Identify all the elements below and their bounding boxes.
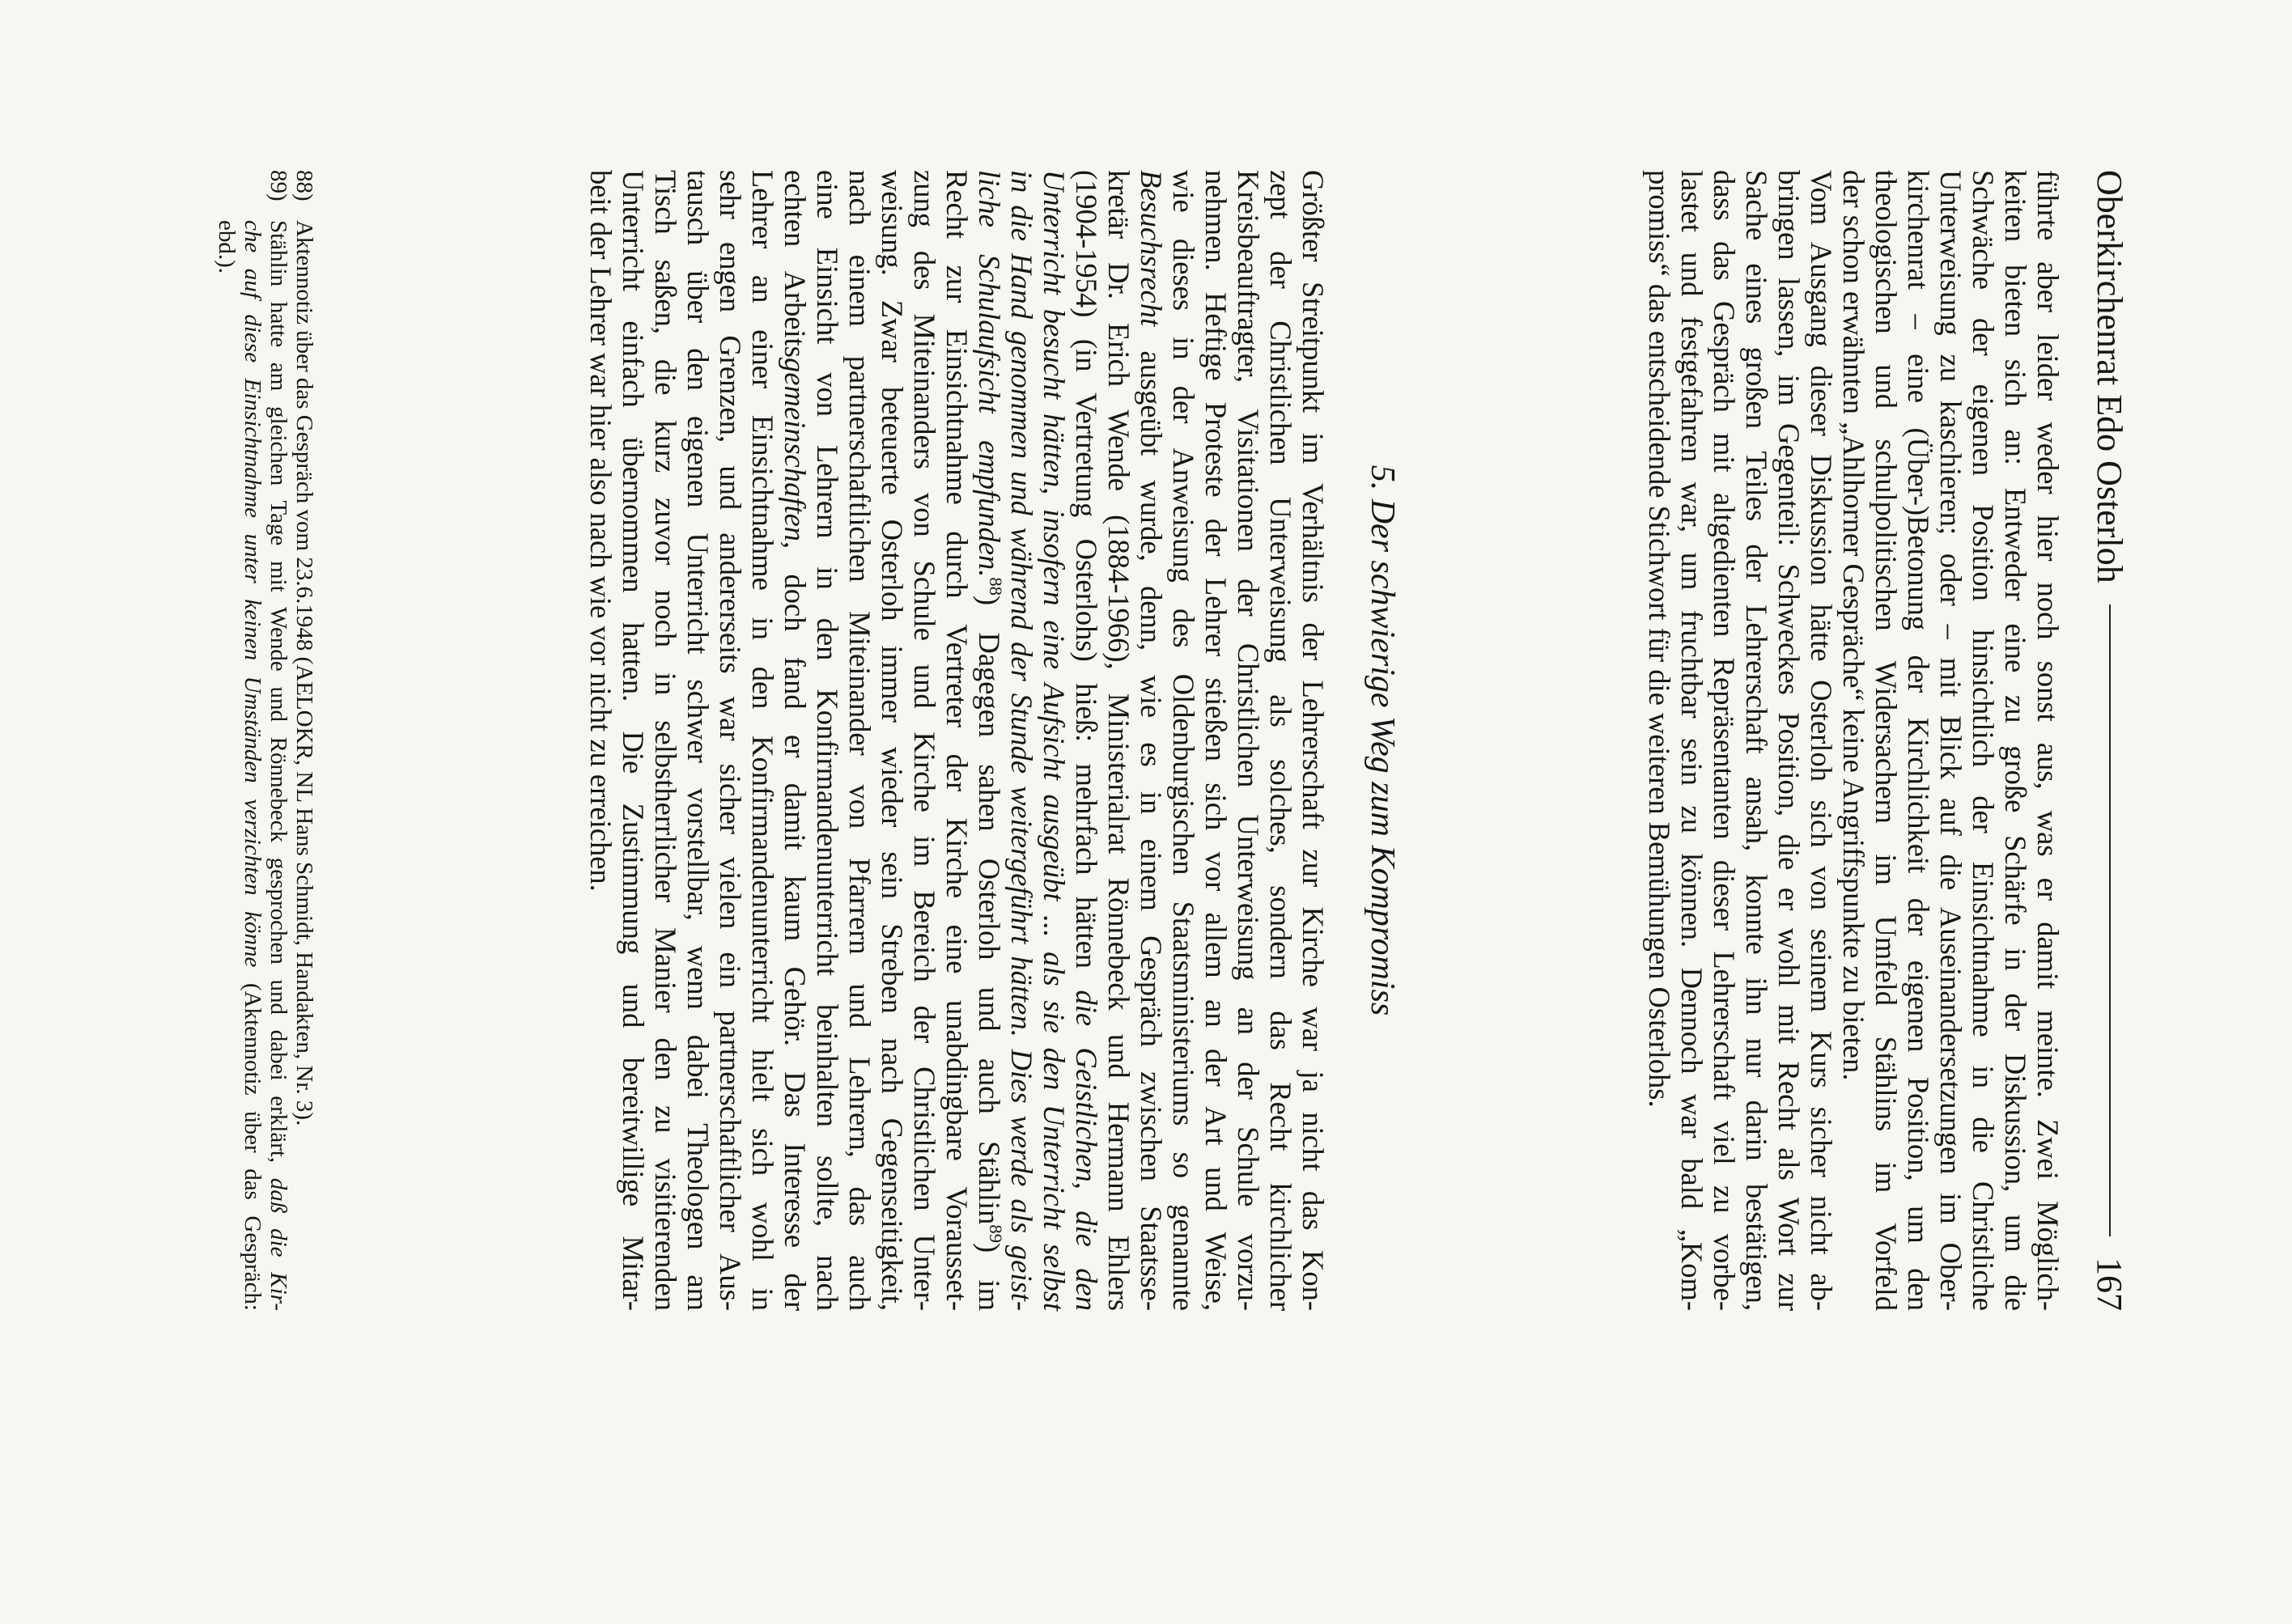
text-line [265,220,291,1311]
text-line: wie dieses in der Anweisung des Oldenburgischen Staatsministeriums so genannte [1167,170,1200,1311]
page-number: 167 [2090,1257,2130,1311]
text-line: dass das Gespräch mit altgedienten Repräsentanten dieser Lehrerschaft viel zu vorbe- [1708,170,1741,1311]
text-line: kirchenrat – eine (Über-)Betonung der Kirchlichkeit der eigenen Position, um den [1902,170,1935,1311]
text-line: Sache eines großen Teiles der Lehrerschaft ansah, konnte ihn nur darin bestätigen, [1740,170,1773,1311]
text-run: Stählin hatte am gleichen Tage mit Wende und Rönnebeck gesprochen und dabei erklärt, [265,220,291,1178]
text-line: Schwäche der eigenen Position hinsichtlich der Einsichtnahme in die Christliche [1967,170,2000,1311]
text-run: (Aktennotiz über das Gespräch: [240,967,265,1311]
text-line: promiss“ das entscheidende Stichwort für die weiteren Bemühungen Osterlohs. [1643,170,1676,1108]
text-line: nach einem partnerschaftlichen Miteinander von Pfarrern und Lehrern, das auch [843,170,876,1311]
italic-quote-line: Unterricht besucht hätten, insofern eine Aufsicht ausgeübt ... als sie den Unterricht selbst [1038,170,1071,1311]
italic-term: gemeinschaften, [779,358,812,549]
text-line: Tisch saßen, die kurz zuvor noch in selbstherrlicher Manier den zu visitierenden [649,170,682,1311]
italic-quote: che auf diese Einsichtnahme unter keinen Umständen verzichten könne [240,220,265,968]
italic-term: Besuchsrecht [1135,170,1168,327]
text-line: kretär Dr. Erich Wende (1884-1966), Ministerialrat Rönnebeck und Hermann Ehlers [1102,170,1135,1311]
footnotes [214,170,317,1311]
section-heading: 5. Der schwierige Weg zum Kompromiss [1364,464,1401,1016]
text-line: führte aber leider weder hier noch sonst aus, was er damit meinte. Zwei Möglich- [2031,170,2065,1311]
text-line: Lehrer an einer Einsichtnahme in den Konfirmandenunterricht hielt sich wohl in [746,170,779,1311]
text-line: weisung. Zwar beteuerte Osterloh immer wieder sein Streben nach Gegenseitigkeit, [876,170,909,1311]
text-line: Recht zur Einsichtnahme durch Vertreter der Kirche eine unabdingbare Vorausset- [940,170,974,1311]
text-line: Vom Ausgang dieser Diskussion hätte Osterloh sich von seinem Kurs sicher nicht ab- [1805,170,1838,1311]
footnote-text [214,220,291,1311]
footnote-number: 89) [265,170,291,201]
italic-quote-line: in die Hand genommen und während der Stunde weitergeführt hätten. Dies werde als geist- [1005,170,1038,1311]
text-run: (1904-1954) (in Vertretung Osterlohs) hieß: mehrfach hätten [1070,170,1103,990]
text-run: echten Arbeits [779,170,812,358]
header-rule [2109,604,2111,1236]
text-line: bringen lassen, im Gegenteil: Schweckes Position, die er wohl mit Recht als Wort zur [1772,170,1806,1311]
text-line: nehmen. Heftige Proteste der Lehrer stießen sich vor allem an der Art und Weise, [1199,170,1233,1311]
running-title: Oberkirchenrat Edo Osterloh [2090,170,2130,583]
paragraph-1 [1643,170,2064,1311]
text-line: Kreisbeauftragter, Visitationen der Christlichen Unterweisung an der Schule vorzu- [1232,170,1265,1311]
text-line: Unterricht einfach übernommen hatten. Die Zustimmung und bereitwillige Mitar- [617,170,650,1311]
page-header [2086,170,2134,1311]
text-line [1070,170,1102,1311]
text-run: ) Dagegen sahen Osterloh und auch Stählin [973,596,1006,1225]
text-line [240,220,265,1311]
text-line: zung des Miteinanders von Schule und Kirche im Bereich der Christlichen Unter- [908,170,941,1311]
text-line: eine Einsicht von Lehrern in den Konfirmandenunterricht beinhalten sollte, nach [811,170,844,1311]
italic-quote: die Geistlichen, die den [1070,990,1103,1311]
text-line [779,170,811,1311]
footnote-ref-89[interactable]: 89 [986,1224,1007,1244]
text-line: ebd.). [214,220,240,274]
footnote-number: 88) [291,170,317,201]
text-run: ) im [973,1243,1006,1311]
footnote-88 [291,170,317,1311]
footnote-ref-88[interactable]: 88 [986,577,1007,596]
text-line: der schon erwähnten „Ahlhorner Gespräche“ keine Angriffspunkte zu bieten. [1837,170,1870,1081]
text-line: Unterweisung zu kaschieren; oder – mit Blick auf die Auseinandersetzungen im Ober- [1934,170,1967,1311]
text-line [973,170,1005,1311]
text-line: tausch über den eigenen Unterricht schwer vorstellbar, wenn dabei Theologen am [681,170,715,1311]
footnote-89 [214,170,291,1311]
text-run: ausgeübt wurde, denn, wie es in einem Gespräch zwischen Staatsse- [1135,326,1168,1311]
italic-quote: liche Schulaufsicht empfunden. [973,170,1006,578]
paragraph-2 [584,170,1329,1311]
footnote-text: Aktennotiz über das Gespräch vom 23.6.1948 (AELOKR, NL Hans Schmidt, Handakten, Nr. 3). [291,220,317,1126]
text-line: zept der Christlichen Unterweisung als solches, sondern das Recht kirchlicher [1264,170,1297,1311]
text-line: theologischen und schulpolitischen Widersachern im Umfeld Stählins im Vorfeld [1870,170,1903,1311]
text-run: doch fand er damit kaum Gehör. Das Interesse der [779,549,812,1311]
text-line [1135,170,1167,1311]
italic-quote: daß die Kir- [265,1177,291,1311]
text-line: beit der Lehrer war hier also nach wie vor nicht zu erreichen. [584,170,618,892]
text-line: sehr engen Grenzen, und andererseits war sicher vielen ein partnerschaftlicher Aus- [714,170,747,1311]
text-line: lastet und festgefahren war, um fruchtbar sein zu können. Dennoch war bald „Kom- [1675,170,1708,1311]
text-line: Größter Streitpunkt im Verhältnis der Lehrerschaft zur Kirche war ja nicht das Kon- [1297,170,1330,1311]
text-line: keiten bieten sich an: Entweder eine zu große Schärfe in der Diskussion, um die [1999,170,2032,1311]
